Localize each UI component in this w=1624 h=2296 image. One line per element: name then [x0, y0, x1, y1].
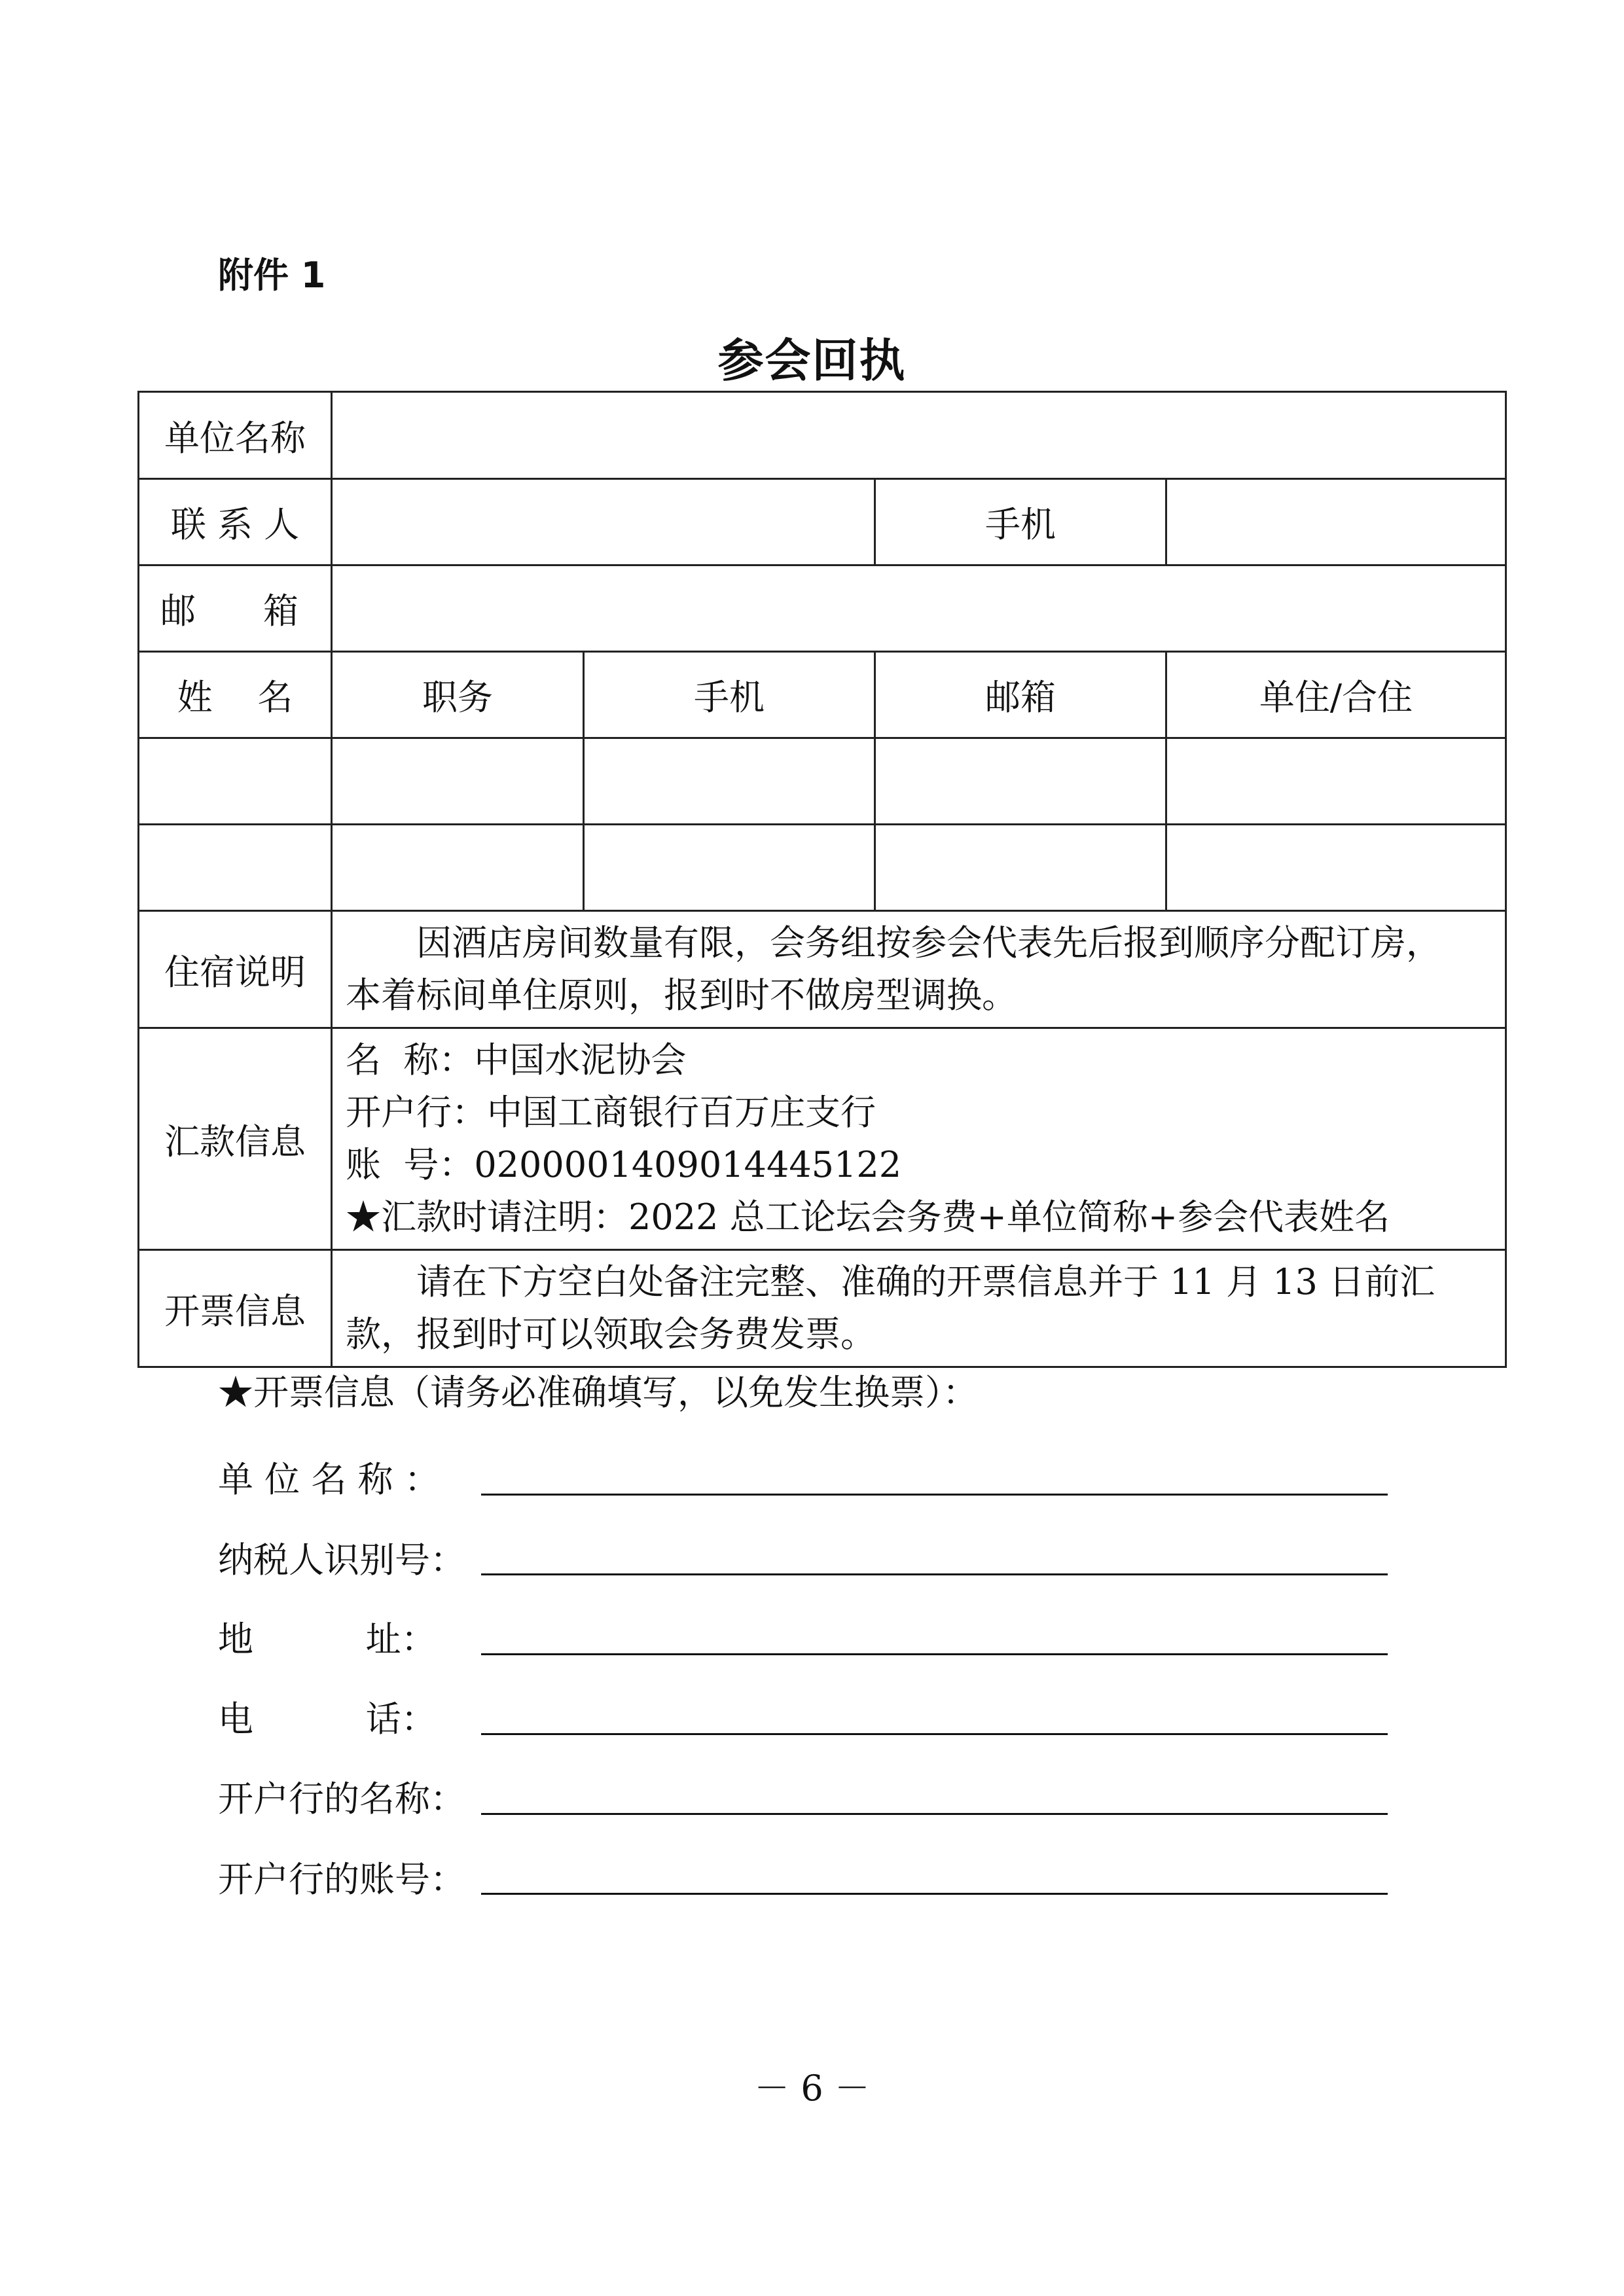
- attendee-name-cell[interactable]: [139, 825, 332, 911]
- attendee-room-cell[interactable]: [1166, 825, 1506, 911]
- invoice-field-line-address[interactable]: [481, 1653, 1388, 1655]
- invoice-field-line-bank-account[interactable]: [481, 1893, 1388, 1895]
- remittance-row: [139, 1028, 1506, 1250]
- org-name-field[interactable]: [332, 392, 1506, 479]
- contact-field[interactable]: [332, 479, 875, 565]
- invoice-text-line: 款，报到时可以领取会务费发票。: [346, 1314, 876, 1355]
- email-row: [139, 565, 1506, 652]
- attendee-row: [139, 738, 1506, 825]
- page-number: － 6 －: [754, 2068, 870, 2109]
- invoice-field-label-address: 地 址：: [218, 1619, 437, 1660]
- attendee-email-cell[interactable]: [875, 738, 1166, 825]
- invoice-field-label-tax-id: 纳税人识别号：: [218, 1539, 465, 1581]
- attendee-row: [139, 825, 1506, 911]
- account-number-line: 账 号：0200001409014445122: [346, 1144, 902, 1185]
- registration-form-table: [137, 391, 1507, 1368]
- contact-row: [139, 479, 1506, 565]
- org-name-row: [139, 392, 1506, 479]
- attendee-position-cell[interactable]: [332, 738, 584, 825]
- attendee-mobile-cell[interactable]: [584, 825, 875, 911]
- invoice-field-line-phone[interactable]: [481, 1733, 1388, 1735]
- invoice-field-label-bank-account: 开户行的账号：: [218, 1859, 465, 1900]
- attendee-name-cell[interactable]: [139, 738, 332, 825]
- attachment-label: 附件 1: [218, 255, 326, 296]
- attendee-position-cell[interactable]: [332, 825, 584, 911]
- invoice-field-label-phone: 电 话：: [218, 1698, 437, 1740]
- accommodation-text-line: 本着标间单住原则，报到时不做房型调换。: [346, 975, 1017, 1016]
- invoice-label: 开票信息: [139, 1250, 332, 1367]
- bank-line: 开户行：中国工商银行百万庄支行: [346, 1092, 876, 1133]
- invoice-text: [332, 1250, 1506, 1367]
- attendee-mobile-cell[interactable]: [584, 738, 875, 825]
- attendee-email-cell[interactable]: [875, 825, 1166, 911]
- accommodation-text-line: 因酒店房间数量有限，会务组按参会代表先后报到顺序分配订房，: [416, 922, 1441, 963]
- invoice-text-line: 请在下方空白处备注完整、准确的开票信息并于 11 月 13 日前汇: [416, 1261, 1435, 1302]
- org-name-label: 单位名称: [139, 392, 332, 479]
- column-header-position: 职务: [332, 652, 584, 738]
- payee-name-line: 名 称：中国水泥协会: [346, 1039, 687, 1081]
- column-header-name: 姓 名: [139, 652, 332, 738]
- column-header-room-type: 单住/合住: [1166, 652, 1506, 738]
- attendee-header-row: [139, 652, 1506, 738]
- attendee-room-cell[interactable]: [1166, 738, 1506, 825]
- invoice-field-label-bank-name: 开户行的名称：: [218, 1778, 465, 1820]
- invoice-row: [139, 1250, 1506, 1367]
- invoice-field-label-org-name: 单 位 名 称 ：: [218, 1459, 440, 1500]
- contact-label: 联 系 人: [139, 479, 332, 565]
- remittance-info: [332, 1028, 1506, 1250]
- accommodation-label: 住宿说明: [139, 911, 332, 1028]
- column-header-email: 邮箱: [875, 652, 1166, 738]
- remittance-note-line: ★汇款时请注明：2022 总工论坛会务费+单位简称+参会代表姓名: [346, 1196, 1390, 1238]
- mobile-label: 手机: [875, 479, 1166, 565]
- invoice-fields-heading: ★开票信息（请务必准确填写，以免发生换票）：: [218, 1372, 978, 1413]
- mobile-field[interactable]: [1166, 479, 1506, 565]
- accommodation-row: [139, 911, 1506, 1028]
- remittance-label: 汇款信息: [139, 1028, 332, 1250]
- invoice-field-line-org-name[interactable]: [481, 1494, 1388, 1496]
- column-header-mobile: 手机: [584, 652, 875, 738]
- email-field[interactable]: [332, 565, 1506, 652]
- invoice-field-line-tax-id[interactable]: [481, 1573, 1388, 1575]
- invoice-field-line-bank-name[interactable]: [481, 1813, 1388, 1815]
- accommodation-text: [332, 911, 1506, 1028]
- email-label: 邮 箱: [139, 565, 332, 652]
- page-title: 参会回执: [717, 334, 907, 387]
